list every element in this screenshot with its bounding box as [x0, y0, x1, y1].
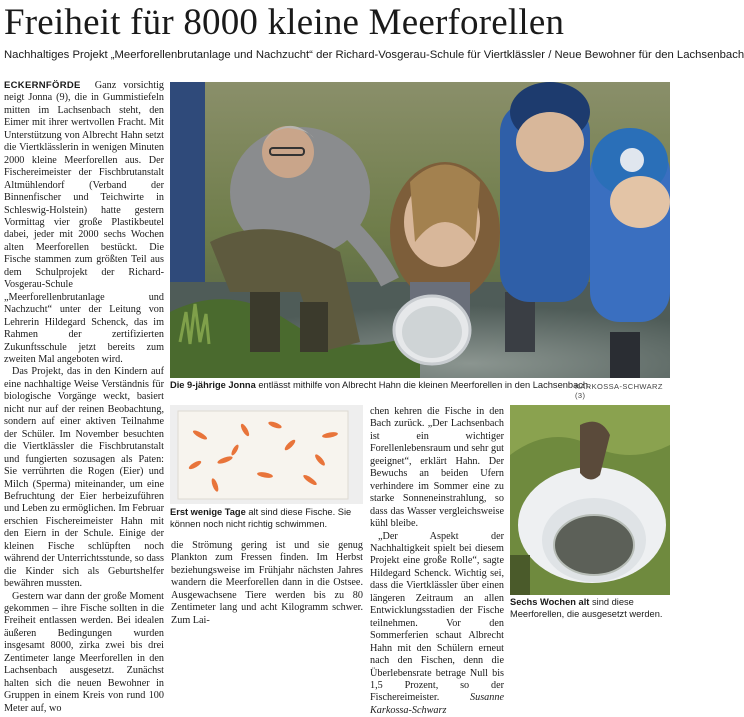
paragraph-1-text: Ganz vorsichtig neigt Jonna (9), die in Gummistiefeln mitten im Lachsenbach steht, den Eimer mit ihrer wertvollen Fracht. Mit Unterstützung von Albrecht Hahn setzt die Viertklässlerin in wenigen Minuten 2000 kleine Meerforellen aus. Der Fischereimeister der Fischbrutanstalt Altmühlendorf (Verband der Binnenfischer und Teichwirte in Schleswig-Holstein) hatte gestern Vormittag vier große Plastikbeutel dabei, jeder mit 2000 sechs Wochen alten Meerforellen bestückt. Die Fische stammen zum größten Teil aus dem Schulprojekt der Richard-Vosgerau-Schule „Meerforellenbrutanlage und Nachzucht“ unter der Leitung von Lehrerin Hildegard Schenck, das im Rahmen der zertifizierten Zukunftsschule jetzt bereits zum zweiten Mal angeboten wird. [4, 80, 164, 365]
bucket-photo-image [510, 405, 670, 595]
main-caption-lead: Die 9-jährige Jonna [170, 380, 256, 390]
tray-photo-image [170, 405, 363, 504]
paragraph-1 [4, 80, 164, 366]
paragraph-3: Gestern war dann der große Moment gekommen – ihre Fische sollten in die Freiheit entlassen werden. Bei idealen äußeren Bedingungen wurden insgesamt 8000, zirka zwei bis drei Zentimeter lange Meerforellen in den Lachsenbach ausgesetzt. Zunächst halten sich die neuen Bewohner in Gruppen in einem Kreis von rund 100 Meter auf, wo [4, 590, 164, 714]
main-photo-image [170, 82, 670, 378]
article-column-1 [4, 80, 164, 715]
tray-photo-caption [170, 507, 363, 530]
paragraph-5: chen kehren die Fische in den Bach zurück. „Der Lachsenbach ist ein wichtiger Forellenlebensraum und sehr gut geeignet“, erklärt Hahn. Der Bewuchs an beiden Ufern verhindere im Sommer eine zu starke Sonneneinstrahlung, so dass das Wasser vergleichsweise kühl bleibe. [370, 406, 504, 530]
main-caption-text: entlässt mithilfe von Albrecht Hahn die kleinen Meerforellen in den Lachsenbach. [255, 380, 591, 390]
tray-photo [170, 405, 363, 504]
paragraph-2: Das Projekt, das in den Kindern auf eine nachhaltige Weise Verständnis für biologische Vorgänge weckt, basiert nicht nur auf der reinen Beobachtung, sondern auf einer aktiven Teilnahme der Schüler. Im November besuchten die Viertklässler die Fischbrutanstalt und fungierten sozusagen als Paten: Sie verrührten die Rogen (Eier) und Milch (Sperma) miteinander, um eine Befruchtung der Eier herbeizuführen und Leben zu ermöglichen. Im Februar erschien Fischereimeister Hahn mit den Eiern in der Schule. Einige der kleinen Fische schlüpften noch während der Unterrichtsstunde, so dass die Kinder sich als Geburtshelfer bewähren mussten. [4, 366, 164, 590]
main-photo [170, 82, 670, 378]
paragraph-6-text: „Der Aspekt der Nachhaltigkeit spielt bei diesem Projekt eine große Rolle“, sagte Hildegard Schenck. Wichtig sei, dass die Viertklässler über einen längeren Zeitraum an allen Entwicklungsstadien der Fische teilnehmen. Vor den Sommerferien schaut Albrecht Hahn mit den Schülern erneut nach den Fischen, denn die Überlebensrate betrage Null bis 1,5 Prozent, so der Fischereimeister. [370, 530, 504, 704]
paragraph-6 [370, 531, 504, 717]
bucket-caption-lead: Sechs Wochen alt [510, 597, 590, 607]
tray-caption-text: alt sind diese Fische. Sie können noch nicht richtig schwimmen. [170, 507, 352, 529]
dateline: ECKERNFÖRDE [4, 80, 81, 91]
photo-credit: KARKOSSA-SCHWARZ (3) [575, 382, 663, 400]
bucket-photo [510, 405, 670, 595]
article-column-2 [171, 540, 363, 627]
main-photo-caption [170, 380, 590, 392]
bucket-caption-text: sind diese Meerforellen, die ausgesetzt werden. [510, 597, 663, 619]
tray-caption-lead: Erst wenige Tage [170, 507, 246, 517]
subheadline: Nachhaltiges Projekt „Meerforellenbrutanlage und Nachzucht“ der Richard-Vosgerau-Schule für Viertklässler / Neue Bewohner für den Lachsenbach [4, 49, 744, 61]
article-column-3 [370, 406, 504, 717]
bucket-photo-caption [510, 597, 670, 620]
headline: Freiheit für 8000 kleine Meerforellen [4, 2, 565, 43]
author-byline: Susanne Karkossa-Schwarz [370, 692, 504, 716]
paragraph-4: die Strömung gering ist und sie genug Plankton zum Fressen finden. Im Herbst beziehungsweise im Frühjahr nächsten Jahres wandern die Meerforellen dann in die Ostsee. Ausgewachsene Tiere werden bis zu 80 Zentimeter lang und acht Kilogramm schwer. Zum Lai- [171, 540, 363, 626]
